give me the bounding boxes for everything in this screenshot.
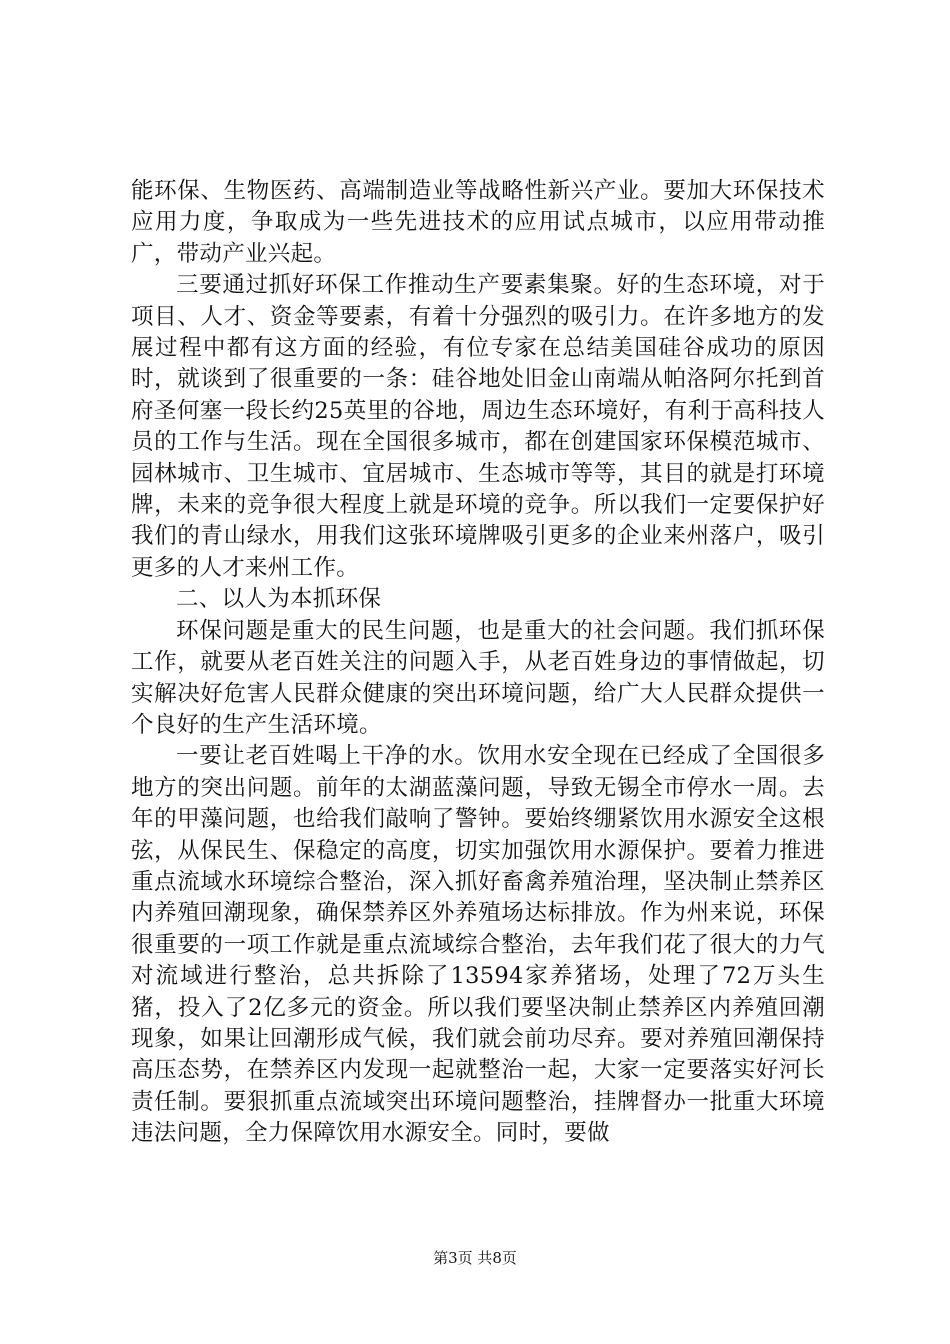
paragraph-people-oriented: 环保问题是重大的民生问题，也是重大的社会问题。我们抓环保工作，就要从老百姓关注的问题入手，从老百姓身边的事情做起，切实解决好危害人民群众健康的突出环境问题，给广大人民群众提供一个良好的生产生活环境。 <box>131 617 825 738</box>
paragraph-clean-water: 一要让老百姓喝上干净的水。饮用水安全现在已经成了全国很多地方的突出问题。前年的太湖蓝藻问题，导致无锡全市停水一周。去年的甲藻问题，也给我们敲响了警钟。要始终绷紧饮用水源安全这根弦，从保民生、保稳定的高度，切实加强饮用水源保护。要着力推进重点流域水环境综合整治，深入抓好畜禽养殖治理，坚决制止禁养区内养殖回潮现象，确保禁养区外养殖场达标排放。作为州来说，环保很重要的一项工作就是重点流域综合整治，去年我们花了很大的力气对流域进行整治，总共拆除了13594家养猪场，处理了72万头生猪，投入了2亿多元的资金。所以我们要坚决制止禁养区内养殖回潮现象，如果让回潮形成气候，我们就会前功尽弃。要对养殖回潮保持高压态势，在禁养区内发现一起就整治一起，大家一定要落实好河长责任制。要狠抓重点流域突出环境问题整治，挂牌督办一批重大环境违法问题，全力保障饮用水源安全。同时，要做 <box>131 743 825 1147</box>
document-body <box>131 176 825 1150</box>
paragraph-production-factors: 三要通过抓好环保工作推动生产要素集聚。好的生态环境，对于项目、人才、资金等要素，有着十分强烈的吸引力。在许多地方的发展过程中都有这方面的经验，有位专家在总结美国硅谷成功的原因时，就谈到了很重要的一条：硅谷地处旧金山南端从帕洛阿尔托到首府圣何塞一段长约25英里的谷地，周边生态环境好，有利于高科技人员的工作与生活。现在全国很多城市，都在创建国家环保模范城市、园林城市、卫生城市、宜居城市、生态城市等等，其目的就是打环境牌，未来的竞争很大程度上就是环境的竞争。所以我们一定要保护好我们的青山绿水，用我们这张环境牌吸引更多的企业来州落户，吸引更多的人才来州工作。 <box>131 272 825 581</box>
page-footer: 第3页 共8页 <box>433 1249 517 1267</box>
section-heading: 二、以人为本抓环保 <box>176 586 382 613</box>
paragraph-continuation: 能环保、生物医药、高端制造业等战略性新兴产业。要加大环保技术应用力度，争取成为一些先进技术的应用试点城市，以应用带动推广，带动产业兴起。 <box>131 178 825 267</box>
